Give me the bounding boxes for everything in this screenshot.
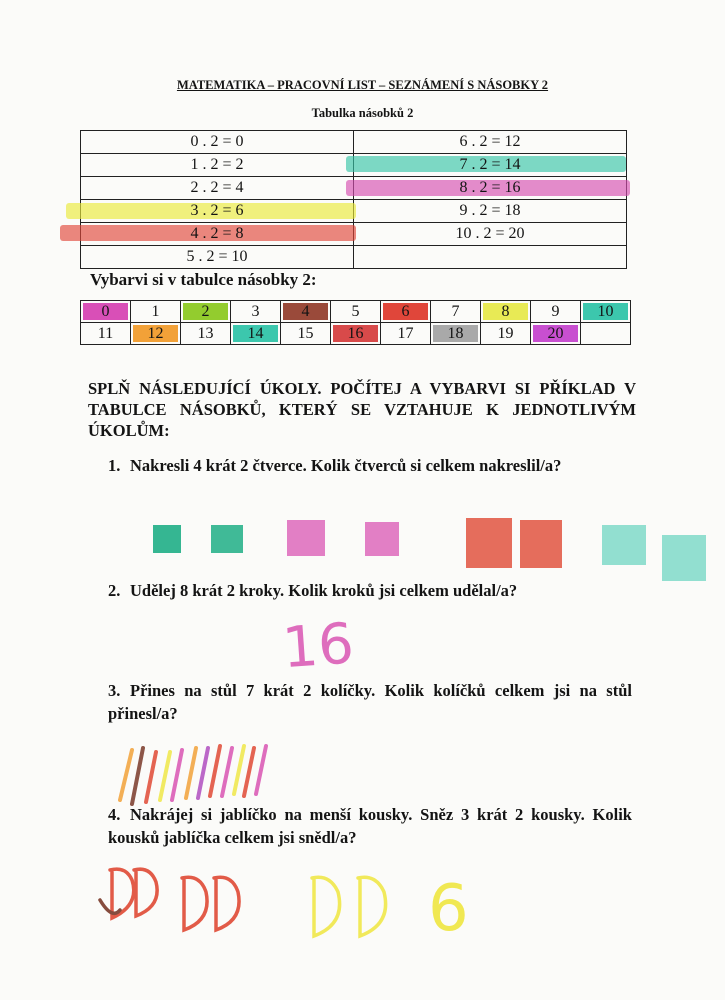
task3-drawn-pegs <box>120 746 266 804</box>
drawn-peg <box>120 750 132 800</box>
drawn-apple-piece <box>312 877 340 936</box>
multiplication-row <box>81 200 627 223</box>
drawn-peg <box>146 752 156 802</box>
drawn-square <box>466 518 512 568</box>
drawn-peg <box>244 748 254 796</box>
number-grid-cell: 16 <box>331 323 381 345</box>
drawn-peg <box>132 748 143 804</box>
number-grid-cell: 12 <box>131 323 181 345</box>
multiplication-cell: 3 . 2 = 6 <box>81 200 354 223</box>
number-grid-cell: 2 <box>181 301 231 323</box>
multiplication-row <box>81 246 627 269</box>
task-number: 2. <box>108 581 121 600</box>
drawn-apple-piece <box>110 869 134 918</box>
number-grid-cell: 1 <box>131 301 181 323</box>
multiplication-cell: 4 . 2 = 8 <box>81 223 354 246</box>
drawn-peg <box>160 752 170 800</box>
drawn-peg <box>172 750 182 800</box>
drawn-apple-piece <box>358 877 386 936</box>
number-grid-cell: 9 <box>531 301 581 323</box>
number-grid-cell: 11 <box>81 323 131 345</box>
number-grid-cell: 8 <box>481 301 531 323</box>
drawn-peg <box>198 748 208 798</box>
number-grid-cell: 10 <box>581 301 631 323</box>
worksheet-title: MATEMATIKA – PRACOVNÍ LIST – SEZNÁMENÍ S NÁSOBKY 2 <box>176 78 549 92</box>
task2-handwritten-answer: 16 <box>280 611 356 682</box>
task-number: 3. <box>108 681 121 700</box>
multiplication-row <box>81 177 627 200</box>
drawn-square <box>662 535 706 581</box>
task4-drawn-apple-pieces <box>100 869 386 936</box>
number-grid-label: Vybarvi si v tabulce násobky 2: <box>90 270 317 289</box>
task-text: Nakresli 4 krát 2 čtverce. Kolik čtverců si celkem nakreslil/a? <box>130 456 562 475</box>
task1-drawn-squares <box>153 518 706 581</box>
table-subtitle: Tabulka násobků 2 <box>311 106 414 120</box>
instructions-text: SPLŇ NÁSLEDUJÍCÍ ÚKOLY. POČÍTEJ A VYBARVI SI PŘÍKLAD V TABULCE NÁSOBKŮ, KTERÝ SE VZTAHUJE K JEDNOTLIVÝM ÚKOLŮM: <box>88 379 636 440</box>
task-text: Přines na stůl 7 krát 2 kolíčky. Kolik kolíčků celkem jsi na stůl přinesl/a? <box>108 681 632 723</box>
number-grid-cell: 5 <box>331 301 381 323</box>
multiplication-cell: 10 . 2 = 20 <box>354 223 627 246</box>
drawn-square <box>287 520 325 556</box>
multiplication-cell: 8 . 2 = 16 <box>354 177 627 200</box>
drawn-square <box>365 522 399 556</box>
drawn-peg <box>256 746 266 794</box>
task-text: Udělej 8 krát 2 kroky. Kolik kroků jsi celkem udělal/a? <box>130 581 518 600</box>
number-grid-cell: 6 <box>381 301 431 323</box>
number-grid-cell: 20 <box>531 323 581 345</box>
multiplication-cell: 1 . 2 = 2 <box>81 154 354 177</box>
drawn-apple-piece <box>134 869 157 916</box>
drawn-square <box>153 525 181 553</box>
multiplication-cell: 2 . 2 = 4 <box>81 177 354 200</box>
multiplication-table <box>80 130 627 269</box>
drawn-peg <box>222 748 232 796</box>
number-grid-cell: 17 <box>381 323 431 345</box>
multiplication-cell: 9 . 2 = 18 <box>354 200 627 223</box>
drawn-peg <box>210 746 220 796</box>
multiplication-cell: 6 . 2 = 12 <box>354 131 627 154</box>
number-grid-cell: 15 <box>281 323 331 345</box>
multiplication-cell: 7 . 2 = 14 <box>354 154 627 177</box>
multiplication-row <box>81 131 627 154</box>
task-number: 4. <box>108 805 121 824</box>
drawn-apple-piece <box>100 900 120 913</box>
task-text: Nakrájej si jablíčko na menší kousky. Sněz 3 krát 2 kousky. Kolik kousků jablíčka celkem jsi snědl/a? <box>108 805 632 847</box>
drawn-peg <box>186 748 196 798</box>
drawn-square <box>211 525 243 553</box>
number-grid-cell: 7 <box>431 301 481 323</box>
number-grid-cell: 19 <box>481 323 531 345</box>
number-grid-cell: 18 <box>431 323 481 345</box>
number-grid-cell: 14 <box>231 323 281 345</box>
task4-handwritten-answer: 6 <box>428 872 469 946</box>
number-grid-cell: 0 <box>81 301 131 323</box>
multiplication-cell <box>354 246 627 269</box>
drawn-apple-piece <box>182 877 207 930</box>
number-grid-cell: 13 <box>181 323 231 345</box>
multiplication-cell: 5 . 2 = 10 <box>81 246 354 269</box>
task-number: 1. <box>108 456 121 475</box>
multiplication-cell: 0 . 2 = 0 <box>81 131 354 154</box>
drawn-square <box>520 520 562 568</box>
drawn-apple-piece <box>214 877 239 930</box>
number-grid-cell: 4 <box>281 301 331 323</box>
number-grid-cell: 3 <box>231 301 281 323</box>
multiplication-row <box>81 154 627 177</box>
drawn-square <box>602 525 646 565</box>
drawn-peg <box>234 746 244 794</box>
multiplication-row <box>81 223 627 246</box>
